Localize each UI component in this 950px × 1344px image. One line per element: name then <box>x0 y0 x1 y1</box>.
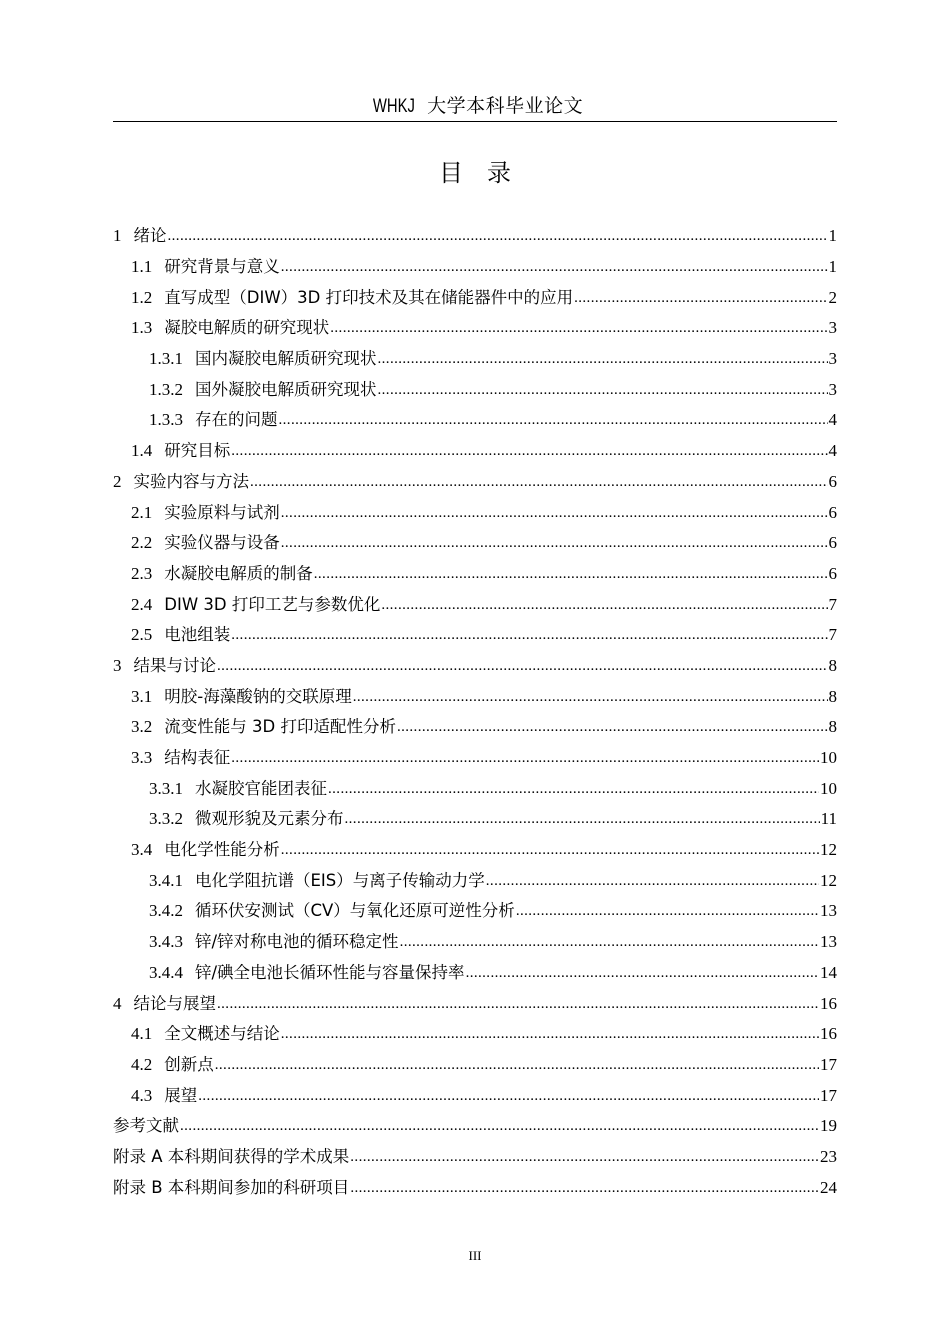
toc-entry-number: 1.3.1 <box>149 349 183 369</box>
toc-entry-label: 明胶-海藻酸钠的交联原理 <box>164 686 352 706</box>
toc-entry-number: 3.4.1 <box>149 870 183 890</box>
toc-entry-page: 19 <box>820 1116 837 1136</box>
toc-entry-label: 研究背景与意义 <box>164 257 280 277</box>
toc-entry-number: 1.3.2 <box>149 379 183 399</box>
toc-entry-page: 1 <box>828 226 837 246</box>
toc-entry-label: 电池组装 <box>164 625 231 645</box>
toc-leader-dots <box>231 436 827 466</box>
toc-entry-label: 循环伏安测试（CV）与氧化还原可逆性分析 <box>195 901 515 921</box>
toc-entry-label: 锌/锌对称电池的循环稳定性 <box>195 932 399 952</box>
toc-leader-dots <box>231 743 819 773</box>
toc-entry-number: 1.3 <box>131 318 153 338</box>
page-header <box>113 92 837 122</box>
toc-entry-number: 3.1 <box>131 686 153 706</box>
toc-leader-dots <box>281 252 828 282</box>
toc-leader-dots <box>345 804 820 834</box>
toc-leader-dots <box>350 1142 819 1172</box>
toc-entry-page: 24 <box>820 1177 837 1197</box>
toc-entry-page: 8 <box>828 655 837 675</box>
toc-entry-page: 11 <box>820 809 837 829</box>
toc-entry-number: 2.1 <box>131 502 153 522</box>
toc-entry-page: 3 <box>828 379 837 399</box>
toc-entry[interactable] <box>113 252 837 283</box>
toc-entry-label: 电化学阻抗谱（EIS）与离子传输动力学 <box>195 870 485 890</box>
toc-entry-page: 7 <box>828 625 837 645</box>
toc-entry-label: 电化学性能分析 <box>164 840 280 860</box>
toc-entry-label: 创新点 <box>164 1054 214 1074</box>
toc-entry[interactable] <box>113 835 837 866</box>
toc-entry-label: 直写成型（DIW）3D 打印技术及其在储能器件中的应用 <box>164 287 574 307</box>
toc-entry[interactable] <box>113 620 837 651</box>
toc-entry-page: 8 <box>828 686 837 706</box>
toc-entry-label: 水凝胶官能团表征 <box>195 778 327 798</box>
toc-entry-label: 锌/碘全电池长循环性能与容量保持率 <box>195 962 465 982</box>
toc-leader-dots <box>328 774 819 804</box>
toc-leader-dots <box>198 1081 819 1111</box>
toc-entry-page: 14 <box>820 962 837 982</box>
toc-entry[interactable] <box>113 773 837 804</box>
toc-entry[interactable] <box>113 927 837 958</box>
toc-entry-number: 3.4.3 <box>149 932 183 952</box>
toc-entry[interactable] <box>113 436 837 467</box>
toc-leader-dots <box>378 344 828 374</box>
toc-entry-label: 全文概述与结论 <box>164 1024 280 1044</box>
toc-entry-page: 7 <box>828 594 837 614</box>
toc-entry-number: 4 <box>113 993 122 1013</box>
toc-entry-label: 实验内容与方法 <box>133 471 249 491</box>
toc-entry[interactable] <box>113 313 837 344</box>
toc-entry-page: 17 <box>820 1085 837 1105</box>
toc-entry-label: 微观形貌及元素分布 <box>195 809 344 829</box>
toc-entry-page: 6 <box>828 471 837 491</box>
toc-leader-dots <box>466 958 819 988</box>
toc-leader-dots <box>314 559 828 589</box>
toc-leader-dots <box>281 835 819 865</box>
toc-entry-label: 绪论 <box>133 226 167 246</box>
toc-leader-dots <box>217 651 828 681</box>
toc-entry-page: 13 <box>820 932 837 952</box>
toc-entry-page: 16 <box>820 1024 837 1044</box>
toc-entry[interactable] <box>113 344 837 375</box>
toc-entry[interactable] <box>113 405 837 436</box>
toc-leader-dots <box>180 1111 819 1141</box>
toc-entry-number: 3.3 <box>131 748 153 768</box>
toc-entry[interactable] <box>113 958 837 989</box>
toc-entry-label: 流变性能与 3D 打印适配性分析 <box>164 717 396 737</box>
toc-entry-number: 3.3.2 <box>149 809 183 829</box>
toc-entry-number: 4.3 <box>131 1085 153 1105</box>
toc-entry[interactable] <box>113 712 837 743</box>
toc-entry-label: 国内凝胶电解质研究现状 <box>195 349 377 369</box>
toc-leader-dots <box>281 528 828 558</box>
toc-entry-label: 凝胶电解质的研究现状 <box>164 318 330 338</box>
toc-entry-page: 10 <box>820 748 837 768</box>
toc-leader-dots <box>378 375 828 405</box>
toc-entry-label: 结论与展望 <box>133 993 216 1013</box>
toc-leader-dots <box>350 1173 819 1203</box>
toc-entry-page: 6 <box>828 502 837 522</box>
toc-entry-number: 1.1 <box>131 257 153 277</box>
toc-entry[interactable] <box>113 1019 837 1050</box>
toc-leader-dots <box>381 590 827 620</box>
toc-entry[interactable] <box>113 1111 837 1142</box>
toc-entry-number: 1.4 <box>131 441 153 461</box>
toc-entry[interactable] <box>113 804 837 835</box>
toc-entry-page: 13 <box>820 901 837 921</box>
toc-entry[interactable] <box>113 497 837 528</box>
toc-entry[interactable] <box>113 528 837 559</box>
toc-entry-label: 展望 <box>164 1085 198 1105</box>
toc-leader-dots <box>281 1019 819 1049</box>
toc-entry-number: 2 <box>113 471 122 491</box>
toc-entry-number: 1 <box>113 226 122 246</box>
toc-entry-number: 3.4.2 <box>149 901 183 921</box>
toc-leader-dots <box>231 620 827 650</box>
toc-leader-dots <box>215 1050 819 1080</box>
toc-entry-page: 3 <box>828 349 837 369</box>
toc-entry[interactable] <box>113 467 837 498</box>
toc-entry[interactable] <box>113 221 837 252</box>
toc-entry[interactable] <box>113 651 837 682</box>
toc-entry-label: 实验仪器与设备 <box>164 533 280 553</box>
toc-leader-dots <box>397 712 828 742</box>
toc-leader-dots <box>281 498 828 528</box>
toc-entry-page: 4 <box>828 441 837 461</box>
header-latin: WHKJ <box>372 96 415 117</box>
toc-entry-number: 3.4.4 <box>149 962 183 982</box>
toc-entry[interactable] <box>113 865 837 896</box>
toc-leader-dots <box>168 221 828 251</box>
toc-entry[interactable] <box>113 589 837 620</box>
toc-entry-label: 研究目标 <box>164 441 231 461</box>
toc-entry-number: 4.1 <box>131 1024 153 1044</box>
toc-entry-label: 参考文献 <box>113 1116 179 1136</box>
toc-leader-dots <box>279 405 828 435</box>
table-of-contents <box>113 221 837 1203</box>
toc-entry-label: 国外凝胶电解质研究现状 <box>195 379 377 399</box>
toc-leader-dots <box>353 682 828 712</box>
toc-leader-dots <box>574 283 827 313</box>
toc-entry-number: 1.3.3 <box>149 410 183 430</box>
toc-entry[interactable] <box>113 559 837 590</box>
toc-entry-page: 23 <box>820 1146 837 1166</box>
toc-entry-label: 结构表征 <box>164 748 231 768</box>
toc-entry-page: 16 <box>820 993 837 1013</box>
toc-leader-dots <box>400 927 819 957</box>
toc-entry-number: 4.2 <box>131 1054 153 1074</box>
toc-entry-number: 2.2 <box>131 533 153 553</box>
toc-entry[interactable] <box>113 374 837 405</box>
toc-entry-number: 2.3 <box>131 563 153 583</box>
toc-entry-page: 17 <box>820 1054 837 1074</box>
toc-leader-dots <box>250 467 828 497</box>
toc-heading: 目录 <box>439 159 535 187</box>
toc-entry[interactable] <box>113 1050 837 1081</box>
toc-entry[interactable] <box>113 896 837 927</box>
toc-entry-number: 2.4 <box>131 594 153 614</box>
toc-entry-number: 3.2 <box>131 717 153 737</box>
toc-entry-page: 12 <box>820 840 837 860</box>
toc-entry-label: 存在的问题 <box>195 410 278 430</box>
toc-entry-label: 结果与讨论 <box>133 655 216 675</box>
toc-entry-number: 2.5 <box>131 625 153 645</box>
toc-entry-number: 1.2 <box>131 287 153 307</box>
toc-entry-label: 附录 B 本科期间参加的科研项目 <box>113 1177 350 1197</box>
toc-entry-page: 10 <box>820 778 837 798</box>
toc-entry-number: 3 <box>113 655 122 675</box>
toc-entry-label: 附录 A 本科期间获得的学术成果 <box>113 1146 350 1166</box>
toc-entry-page: 1 <box>828 257 837 277</box>
toc-entry[interactable] <box>113 282 837 313</box>
toc-entry-page: 2 <box>828 287 837 307</box>
toc-leader-dots <box>217 989 819 1019</box>
toc-entry-label: 水凝胶电解质的制备 <box>164 563 313 583</box>
toc-entry[interactable] <box>113 1080 837 1111</box>
header-text: 大学本科毕业论文 <box>420 95 584 117</box>
toc-entry[interactable] <box>113 743 837 774</box>
toc-entry[interactable] <box>113 1172 837 1203</box>
toc-entry-page: 6 <box>828 533 837 553</box>
toc-entry-page: 3 <box>828 318 837 338</box>
toc-entry-page: 6 <box>828 563 837 583</box>
toc-entry-page: 12 <box>820 870 837 890</box>
toc-entry[interactable] <box>113 988 837 1019</box>
toc-entry[interactable] <box>113 681 837 712</box>
toc-entry-number: 3.4 <box>131 840 153 860</box>
toc-entry-label: DIW 3D 打印工艺与参数优化 <box>164 594 381 614</box>
toc-entry-number: 3.3.1 <box>149 778 183 798</box>
toc-leader-dots <box>516 896 819 926</box>
header-title <box>367 92 583 121</box>
toc-entry-page: 4 <box>828 410 837 430</box>
toc-entry-label: 实验原料与试剂 <box>164 502 280 522</box>
toc-entry[interactable] <box>113 1142 837 1173</box>
toc-leader-dots <box>330 313 827 343</box>
toc-entry-page: 8 <box>828 717 837 737</box>
page-number: III <box>468 1248 482 1263</box>
toc-leader-dots <box>486 866 819 896</box>
